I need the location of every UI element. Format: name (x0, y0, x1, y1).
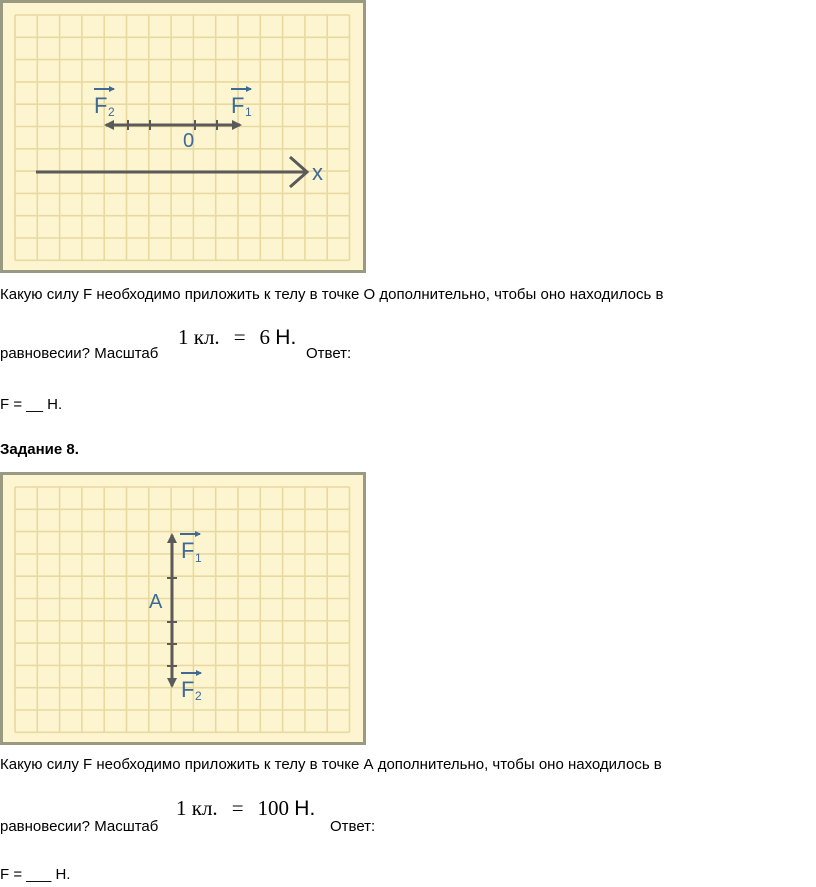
answer-label-task8: Ответ: (330, 818, 376, 835)
question-task7: Какую силу F необходимо приложить к телу в точке О дополнительно, чтобы оно находилось в (0, 286, 664, 303)
f2-label: F (181, 677, 195, 702)
point-o-label: 0 (183, 130, 195, 152)
task8-heading: Задание 8. (0, 441, 79, 458)
scale-eq: = (231, 796, 244, 820)
question-task7-continued: равновесии? Масштаб (0, 345, 159, 362)
scale-unit: Н. (294, 797, 316, 820)
f2-subscript: 2 (195, 689, 202, 703)
x-axis-label: x (312, 160, 323, 185)
answer-label-task7: Ответ: (306, 345, 352, 362)
scale-unit: Н. (275, 326, 297, 349)
f1-subscript: 1 (195, 551, 202, 565)
f1-subscript: 1 (245, 105, 252, 119)
question-task8-continued: равновесии? Масштаб (0, 818, 159, 835)
point-a-label: A (149, 591, 163, 613)
figure-forces-vertical (0, 472, 366, 745)
scale-formula-task8 (176, 796, 315, 821)
scale-left: 1 кл. (176, 796, 218, 820)
question-task8: Какую силу F необходимо приложить к телу в точке А дополнительно, чтобы оно находилось в (0, 756, 662, 773)
answer-line-task7: F = __ Н. (0, 396, 63, 413)
scale-value: 100 (257, 796, 290, 820)
scale-left: 1 кл. (178, 325, 220, 349)
f1-label: F (181, 538, 195, 563)
answer-line-task8: F = ___ Н. (0, 866, 71, 883)
f1-label: F (231, 93, 245, 118)
grid-background (2, 474, 365, 744)
scale-formula-task7 (178, 325, 296, 350)
f2-label: F (94, 93, 108, 118)
figure-forces-horizontal (0, 0, 366, 274)
f2-subscript: 2 (108, 105, 115, 119)
scale-value: 6 (259, 325, 271, 349)
scale-eq: = (233, 325, 246, 349)
